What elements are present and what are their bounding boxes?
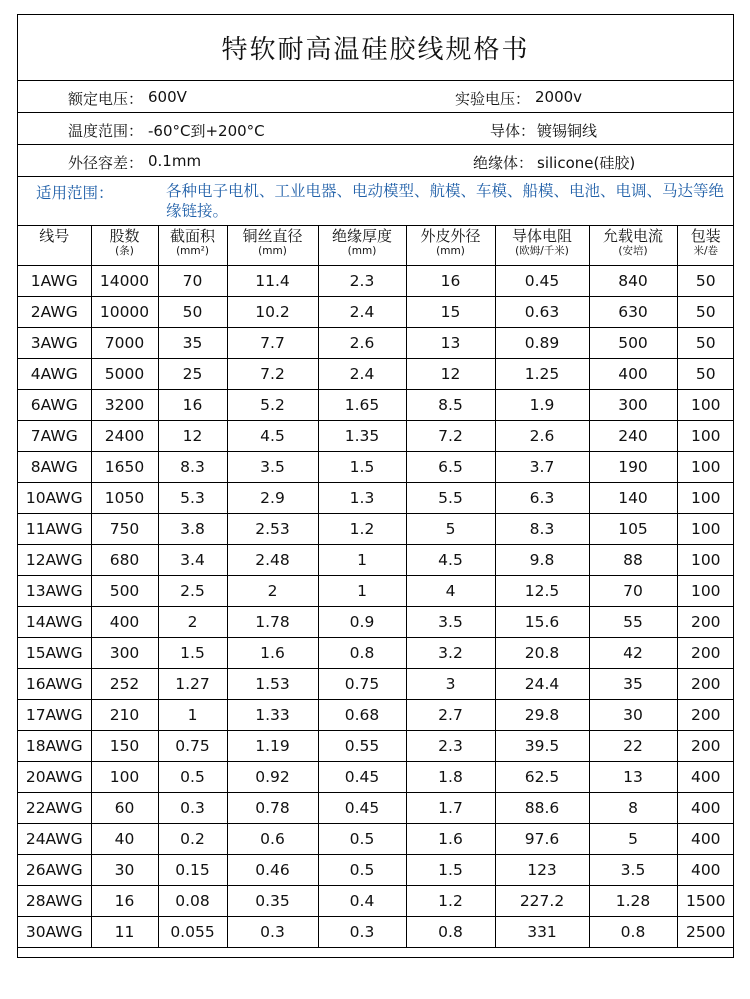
table-cell: 16 (406, 266, 495, 297)
table-cell: 2.3 (318, 266, 406, 297)
table-cell: 88.6 (495, 793, 589, 824)
table-cell: 0.9 (318, 607, 406, 638)
table-cell: 2.53 (227, 514, 318, 545)
rated-voltage-value: 600V (148, 88, 187, 106)
table-cell: 97.6 (495, 824, 589, 855)
table-cell: 6.3 (495, 483, 589, 514)
table-cell: 300 (589, 390, 677, 421)
table-cell: 8 (589, 793, 677, 824)
table-row (18, 297, 734, 328)
table-cell: 35 (589, 669, 677, 700)
table-cell: 6.5 (406, 452, 495, 483)
test-voltage-value: 2000v (535, 88, 583, 106)
table-cell: 50 (677, 297, 734, 328)
table-cell: 3AWG (18, 328, 91, 359)
table-cell: 14000 (91, 266, 158, 297)
table-cell: 0.15 (158, 855, 227, 886)
table-cell: 100 (91, 762, 158, 793)
table-cell: 1.2 (406, 886, 495, 917)
table-cell: 20AWG (18, 762, 91, 793)
table-cell: 22 (589, 731, 677, 762)
table-cell: 0.8 (406, 917, 495, 948)
page-title: 特软耐高温硅胶线规格书 (18, 15, 733, 81)
table-cell: 4AWG (18, 359, 91, 390)
table-cell: 2.4 (318, 297, 406, 328)
table-cell: 7000 (91, 328, 158, 359)
table-cell: 3.5 (227, 452, 318, 483)
table-cell: 35 (158, 328, 227, 359)
table-cell: 13AWG (18, 576, 91, 607)
table-cell: 200 (677, 607, 734, 638)
table-cell: 123 (495, 855, 589, 886)
table-row (18, 917, 734, 948)
temp-range-value: -60°C到+200°C (148, 122, 265, 140)
table-cell: 0.63 (495, 297, 589, 328)
conductor-value: 镀锡铜线 (537, 122, 598, 140)
tolerance-row (18, 145, 733, 177)
table-cell: 100 (677, 545, 734, 576)
table-row (18, 483, 734, 514)
table-row (18, 731, 734, 762)
table-cell: 60 (91, 793, 158, 824)
table-cell: 100 (677, 576, 734, 607)
table-cell: 14AWG (18, 607, 91, 638)
table-cell: 0.45 (495, 266, 589, 297)
table-cell: 0.5 (318, 824, 406, 855)
table-cell: 11 (91, 917, 158, 948)
table-cell: 15AWG (18, 638, 91, 669)
table-cell: 2.5 (158, 576, 227, 607)
table-cell: 12.5 (495, 576, 589, 607)
table-cell: 10AWG (18, 483, 91, 514)
table-cell: 331 (495, 917, 589, 948)
table-cell: 62.5 (495, 762, 589, 793)
voltage-row (18, 81, 733, 113)
application-scope (18, 177, 733, 226)
insulator-label: 绝缘体： (473, 154, 534, 172)
table-cell: 3200 (91, 390, 158, 421)
table-cell: 1.2 (318, 514, 406, 545)
table-row (18, 359, 734, 390)
table-cell: 1 (318, 545, 406, 576)
table-cell: 1.25 (495, 359, 589, 390)
table-row (18, 421, 734, 452)
table-cell: 0.78 (227, 793, 318, 824)
table-cell: 500 (91, 576, 158, 607)
table-cell: 16 (91, 886, 158, 917)
table-cell: 0.08 (158, 886, 227, 917)
table-cell: 252 (91, 669, 158, 700)
table-cell: 1.27 (158, 669, 227, 700)
table-cell: 2 (227, 576, 318, 607)
table-cell: 400 (589, 359, 677, 390)
table-cell: 8.3 (158, 452, 227, 483)
table-row (18, 607, 734, 638)
table-cell: 200 (677, 669, 734, 700)
spec-sheet (17, 14, 734, 958)
table-body (18, 266, 734, 948)
table-cell: 400 (677, 793, 734, 824)
table-cell: 1.5 (318, 452, 406, 483)
od-tolerance-label: 外径容差： (68, 154, 144, 172)
table-cell: 30AWG (18, 917, 91, 948)
table-cell: 13 (589, 762, 677, 793)
table-cell: 28AWG (18, 886, 91, 917)
table-cell: 227.2 (495, 886, 589, 917)
table-cell: 2AWG (18, 297, 91, 328)
table-cell: 750 (91, 514, 158, 545)
table-cell: 4.5 (406, 545, 495, 576)
table-cell: 1.33 (227, 700, 318, 731)
table-cell: 18AWG (18, 731, 91, 762)
table-cell: 6AWG (18, 390, 91, 421)
table-cell: 22AWG (18, 793, 91, 824)
table-cell: 0.055 (158, 917, 227, 948)
table-cell: 13 (406, 328, 495, 359)
table-row (18, 824, 734, 855)
table-row (18, 638, 734, 669)
table-row (18, 545, 734, 576)
table-cell: 630 (589, 297, 677, 328)
table-cell: 0.35 (227, 886, 318, 917)
col-header: 包装 米/卷 (677, 226, 734, 266)
table-cell: 1500 (677, 886, 734, 917)
conductor-label: 导体： (490, 122, 536, 140)
table-cell: 400 (91, 607, 158, 638)
table-cell: 11AWG (18, 514, 91, 545)
table-cell: 5.2 (227, 390, 318, 421)
table-row (18, 328, 734, 359)
table-cell: 1.35 (318, 421, 406, 452)
table-cell: 3.5 (406, 607, 495, 638)
table-cell: 2 (158, 607, 227, 638)
rated-voltage-label: 额定电压： (68, 90, 144, 108)
table-cell: 88 (589, 545, 677, 576)
table-cell: 2.4 (318, 359, 406, 390)
table-cell: 680 (91, 545, 158, 576)
table-cell: 24.4 (495, 669, 589, 700)
table-cell: 3.7 (495, 452, 589, 483)
table-cell: 2.7 (406, 700, 495, 731)
table-cell: 0.6 (227, 824, 318, 855)
table-header-row (18, 226, 734, 266)
table-cell: 0.68 (318, 700, 406, 731)
col-header: 允载电流 (安培) (589, 226, 677, 266)
table-cell: 1.6 (406, 824, 495, 855)
table-row (18, 855, 734, 886)
table-cell: 5 (589, 824, 677, 855)
table-cell: 1650 (91, 452, 158, 483)
table-cell: 1.19 (227, 731, 318, 762)
table-cell: 3.2 (406, 638, 495, 669)
scope-text: 各种电子电机、工业电器、电动模型、航模、车模、船模、电池、电调、马达等绝缘链接。 (166, 182, 725, 220)
col-header: 绝缘厚度 (mm) (318, 226, 406, 266)
table-cell: 5 (406, 514, 495, 545)
table-cell: 16AWG (18, 669, 91, 700)
table-cell: 8.3 (495, 514, 589, 545)
table-cell: 2.9 (227, 483, 318, 514)
table-cell: 11.4 (227, 266, 318, 297)
table-cell: 17AWG (18, 700, 91, 731)
table-cell: 100 (677, 452, 734, 483)
table-cell: 40 (91, 824, 158, 855)
table-cell: 39.5 (495, 731, 589, 762)
table-cell: 200 (677, 638, 734, 669)
table-cell: 15 (406, 297, 495, 328)
spec-table (18, 226, 734, 948)
table-cell: 1.6 (227, 638, 318, 669)
table-cell: 3 (406, 669, 495, 700)
table-cell: 200 (677, 700, 734, 731)
table-cell: 0.89 (495, 328, 589, 359)
table-cell: 0.3 (227, 917, 318, 948)
table-cell: 1.78 (227, 607, 318, 638)
table-cell: 400 (677, 855, 734, 886)
table-cell: 29.8 (495, 700, 589, 731)
table-cell: 1.9 (495, 390, 589, 421)
table-cell: 0.5 (158, 762, 227, 793)
table-cell: 10.2 (227, 297, 318, 328)
table-cell: 50 (677, 266, 734, 297)
table-cell: 12 (158, 421, 227, 452)
table-cell: 100 (677, 514, 734, 545)
table-cell: 55 (589, 607, 677, 638)
table-cell: 20.8 (495, 638, 589, 669)
table-cell: 50 (677, 359, 734, 390)
table-cell: 0.75 (318, 669, 406, 700)
table-cell: 1.28 (589, 886, 677, 917)
table-cell: 2.3 (406, 731, 495, 762)
table-cell: 200 (677, 731, 734, 762)
table-cell: 15.6 (495, 607, 589, 638)
table-cell: 9.8 (495, 545, 589, 576)
table-cell: 50 (677, 328, 734, 359)
col-header: 外皮外径 (mm) (406, 226, 495, 266)
col-header: 线号 (18, 226, 91, 266)
insulator-value: silicone(硅胶) (537, 154, 636, 172)
table-cell: 140 (589, 483, 677, 514)
table-cell: 1050 (91, 483, 158, 514)
table-cell: 1.5 (406, 855, 495, 886)
table-cell: 10000 (91, 297, 158, 328)
table-cell: 5.3 (158, 483, 227, 514)
table-row (18, 669, 734, 700)
table-row (18, 266, 734, 297)
table-cell: 105 (589, 514, 677, 545)
table-cell: 3.4 (158, 545, 227, 576)
table-cell: 0.5 (318, 855, 406, 886)
table-cell: 50 (158, 297, 227, 328)
table-cell: 1 (158, 700, 227, 731)
table-cell: 0.45 (318, 793, 406, 824)
table-cell: 190 (589, 452, 677, 483)
table-cell: 0.92 (227, 762, 318, 793)
table-cell: 240 (589, 421, 677, 452)
table-cell: 2.6 (495, 421, 589, 452)
col-header: 股数 (条) (91, 226, 158, 266)
table-cell: 1.5 (158, 638, 227, 669)
table-cell: 25 (158, 359, 227, 390)
table-cell: 150 (91, 731, 158, 762)
table-cell: 4 (406, 576, 495, 607)
table-cell: 7.2 (227, 359, 318, 390)
test-voltage-label: 实验电压： (455, 90, 531, 108)
table-cell: 0.8 (318, 638, 406, 669)
table-cell: 1.3 (318, 483, 406, 514)
table-cell: 4.5 (227, 421, 318, 452)
table-cell: 1.8 (406, 762, 495, 793)
table-cell: 7.2 (406, 421, 495, 452)
table-cell: 500 (589, 328, 677, 359)
table-cell: 70 (158, 266, 227, 297)
table-cell: 0.4 (318, 886, 406, 917)
table-cell: 30 (91, 855, 158, 886)
table-cell: 0.8 (589, 917, 677, 948)
table-cell: 3.8 (158, 514, 227, 545)
table-cell: 24AWG (18, 824, 91, 855)
table-cell: 16 (158, 390, 227, 421)
table-cell: 400 (677, 762, 734, 793)
scope-label: 适用范围： (36, 184, 114, 202)
table-cell: 8AWG (18, 452, 91, 483)
table-cell: 26AWG (18, 855, 91, 886)
table-row (18, 514, 734, 545)
col-header: 铜丝直径 (mm) (227, 226, 318, 266)
table-row (18, 793, 734, 824)
table-cell: 7AWG (18, 421, 91, 452)
table-cell: 0.45 (318, 762, 406, 793)
table-cell: 1AWG (18, 266, 91, 297)
table-cell: 840 (589, 266, 677, 297)
table-cell: 2.48 (227, 545, 318, 576)
table-cell: 400 (677, 824, 734, 855)
table-cell: 0.75 (158, 731, 227, 762)
table-cell: 70 (589, 576, 677, 607)
col-header: 导体电阻 (欧姆/千米) (495, 226, 589, 266)
table-cell: 8.5 (406, 390, 495, 421)
table-cell: 5.5 (406, 483, 495, 514)
temperature-row (18, 113, 733, 145)
table-cell: 7.7 (227, 328, 318, 359)
table-cell: 300 (91, 638, 158, 669)
table-cell: 1.7 (406, 793, 495, 824)
table-cell: 30 (589, 700, 677, 731)
od-tolerance-value: 0.1mm (148, 152, 202, 170)
table-cell: 1.53 (227, 669, 318, 700)
table-cell: 1 (318, 576, 406, 607)
table-cell: 210 (91, 700, 158, 731)
table-cell: 2400 (91, 421, 158, 452)
col-header: 截面积 (mm²) (158, 226, 227, 266)
table-cell: 2500 (677, 917, 734, 948)
table-cell: 12AWG (18, 545, 91, 576)
temp-range-label: 温度范围： (68, 122, 144, 140)
table-row (18, 762, 734, 793)
table-row (18, 452, 734, 483)
table-cell: 0.3 (158, 793, 227, 824)
table-cell: 100 (677, 483, 734, 514)
table-row (18, 700, 734, 731)
table-cell: 0.46 (227, 855, 318, 886)
table-row (18, 576, 734, 607)
table-cell: 1.65 (318, 390, 406, 421)
table-cell: 3.5 (589, 855, 677, 886)
table-cell: 5000 (91, 359, 158, 390)
table-row (18, 886, 734, 917)
table-cell: 12 (406, 359, 495, 390)
table-cell: 0.2 (158, 824, 227, 855)
table-cell: 0.55 (318, 731, 406, 762)
table-row (18, 390, 734, 421)
table-cell: 42 (589, 638, 677, 669)
table-cell: 100 (677, 421, 734, 452)
table-cell: 2.6 (318, 328, 406, 359)
table-cell: 100 (677, 390, 734, 421)
table-cell: 0.3 (318, 917, 406, 948)
